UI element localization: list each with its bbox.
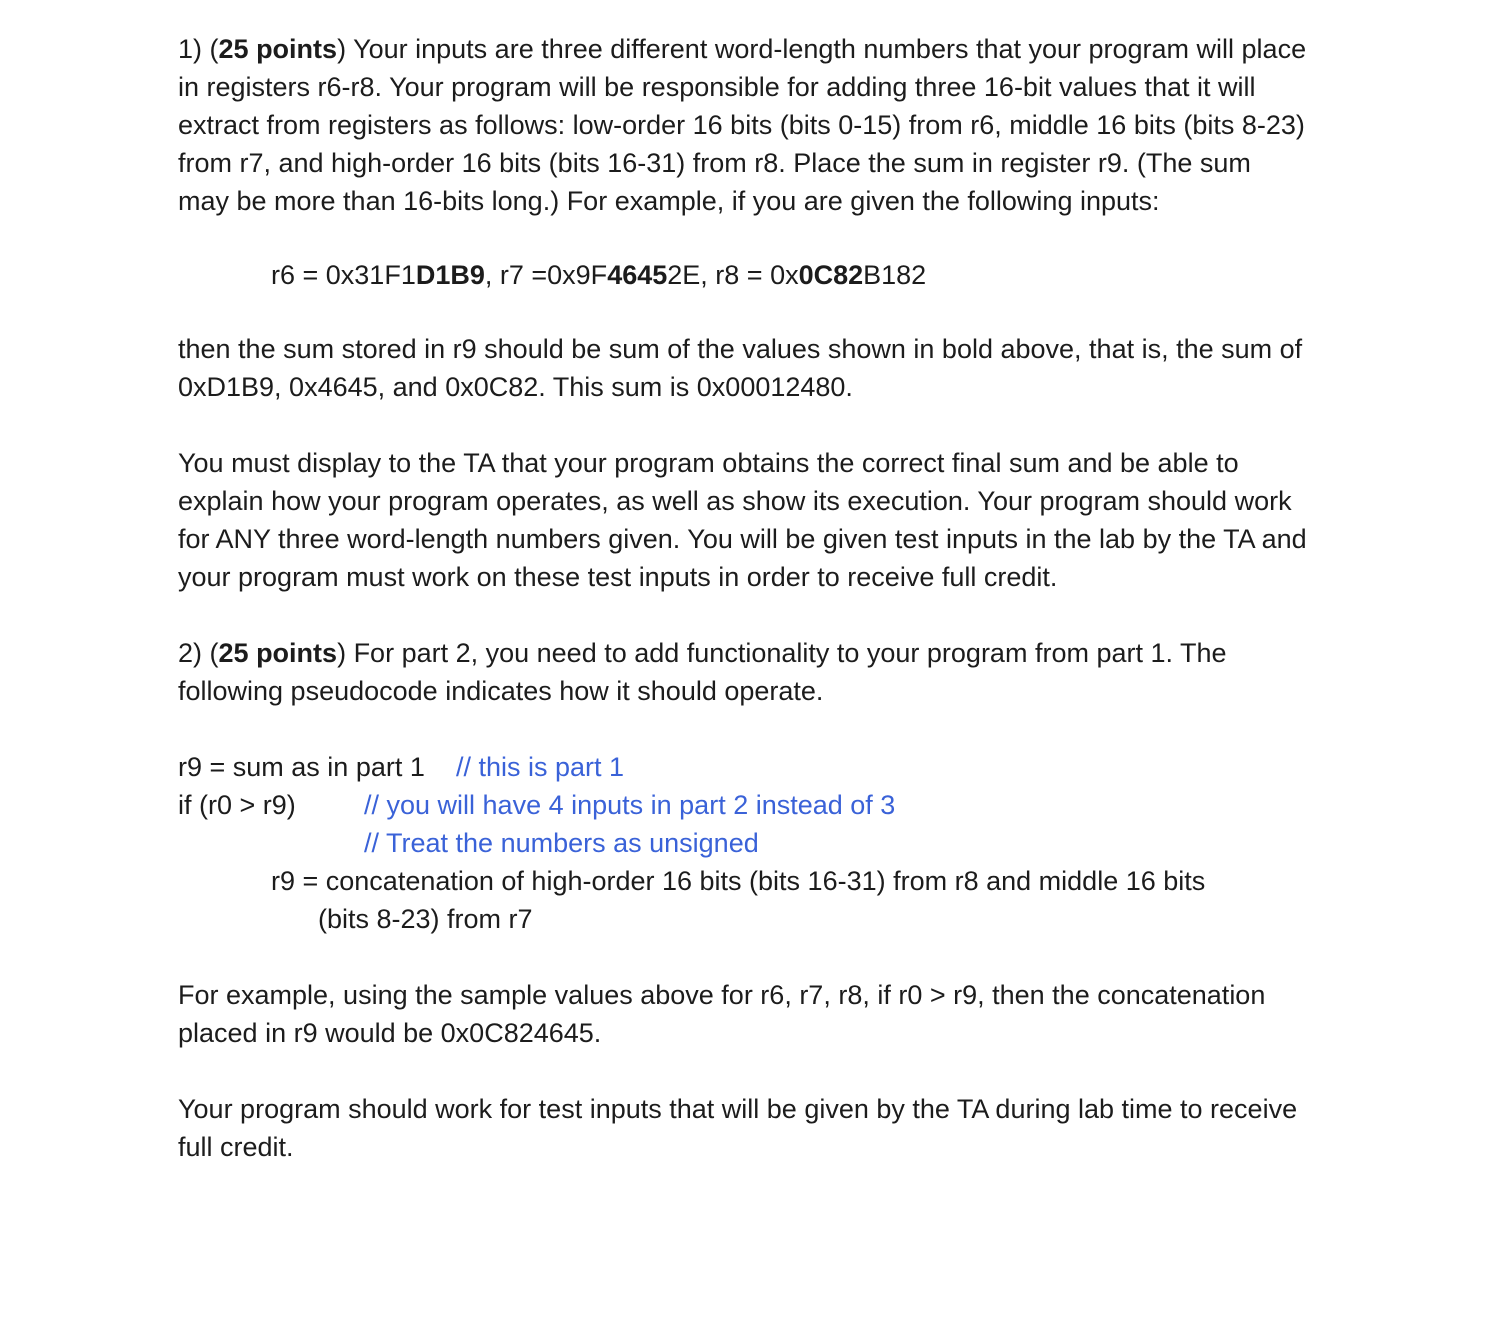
pseudocode-line-5: (bits 8-23) from r7 — [318, 904, 533, 934]
part1-number: 1) — [178, 34, 203, 64]
part2-points: 25 points — [218, 638, 338, 668]
pseudocode-comment-1: // this is part 1 — [456, 752, 625, 782]
part1-requirements: You must display to the TA that your program obtains the correct final sum and be able to explain how your program operates, as well as show its execution. Your program should work for ANY three word-length numbers given. You will be given test inputs in the lab by the TA and your program must work on these test inputs in order to receive full credit. — [178, 448, 1307, 592]
part1-sample-inputs — [178, 256, 1308, 294]
pseudocode-line-2 — [178, 786, 1308, 824]
part2-example: For example, using the sample values above for r6, r7, r8, if r0 > r9, then the concatenation placed in r9 would be 0x0C824645. — [178, 980, 1266, 1048]
pseudocode-block — [178, 748, 1308, 938]
pseudocode-comment-2: // you will have 4 inputs in part 2 instead of 3 — [364, 790, 896, 820]
part2-number: 2) — [178, 638, 203, 668]
part1-sum-explanation: then the sum stored in r9 should be sum of the values shown in bold above, that is, the sum of 0xD1B9, 0x4645, and 0x0C82. This sum is 0x00012480. — [178, 334, 1303, 402]
part2-points-close: ) — [337, 638, 347, 668]
pseudocode-line-3 — [178, 824, 1308, 862]
r7-bold-bits: 4645 — [607, 260, 668, 290]
document-page — [178, 30, 1308, 1166]
pseudocode-line-1 — [178, 748, 1308, 786]
r8-suffix: B182 — [863, 260, 927, 290]
r7-prefix: , r7 =0x9F — [484, 260, 608, 290]
r6-prefix: r6 = 0x31F1 — [271, 260, 416, 290]
part1-points: 25 points — [218, 34, 338, 64]
part1-points-open: ( — [209, 34, 219, 64]
r7-suffix: 2E, r8 = 0x — [667, 260, 799, 290]
pseudocode-code-2: if (r0 > r9) — [178, 790, 296, 820]
part1-points-close: ) — [337, 34, 347, 64]
pseudocode-code-1: r9 = sum as in part 1 — [178, 752, 425, 782]
part1-intro: Your inputs are three different word-length numbers that your program will place in registers r6-r8. Your program will be responsible for adding three 16-bit values that it will extract from registers as follows: low-order 16 bits (bits 0-15) from r6, middle 16 bits (bits 8-23) from r7, and high-order 16 bits (bits 16-31) from r8. Place the sum in register r9. (The sum may be more than 16-bits long.) For example, if you are given the following inputs: — [178, 34, 1307, 216]
part2-points-open: ( — [209, 638, 219, 668]
r8-bold-bits: 0C82 — [798, 260, 864, 290]
part2-intro: For part 2, you need to add functionality to your program from part 1. The following pseudocode indicates how it should operate. — [178, 638, 1227, 706]
pseudocode-comment-3: // Treat the numbers as unsigned — [364, 828, 759, 858]
part1-paragraph — [178, 30, 1308, 220]
part2-final-note: Your program should work for test inputs that will be given by the TA during lab time to receive full credit. — [178, 1094, 1298, 1162]
part2-paragraph — [178, 634, 1308, 710]
r6-bold-bits: D1B9 — [415, 260, 485, 290]
pseudocode-line-4: r9 = concatenation of high-order 16 bits (bits 16-31) from r8 and middle 16 bits — [271, 866, 1206, 896]
